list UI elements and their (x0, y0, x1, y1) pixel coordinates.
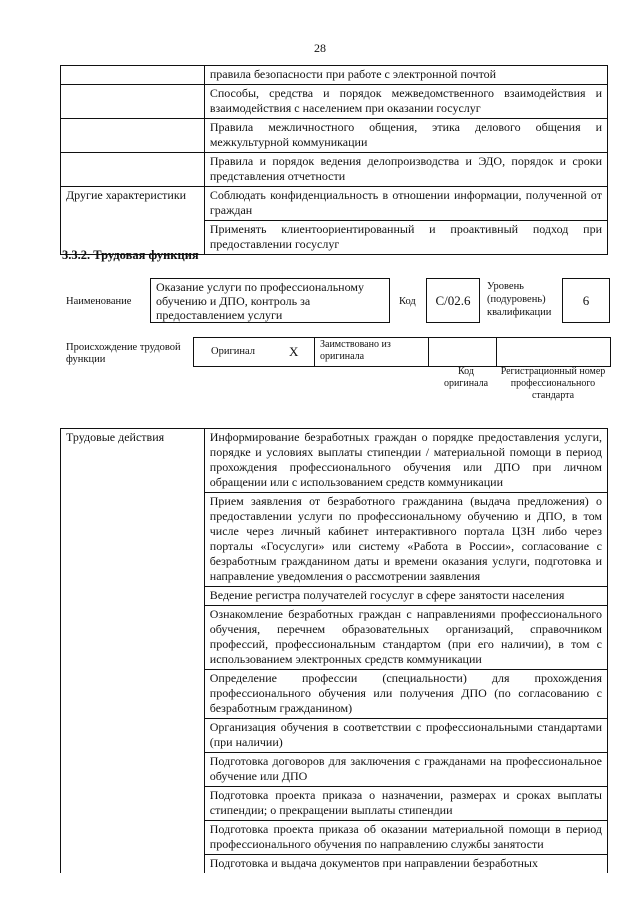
code-value: C/02.6 (435, 292, 471, 308)
labor-action: Подготовка и выдача документов при направлении безработных (204, 855, 607, 874)
level-box (562, 278, 610, 323)
level-value: 6 (582, 292, 590, 308)
labor-action: Подготовка проекта приказа об оказании материальной помощи в период профессионального обучения по направлению службы занятости (204, 821, 607, 855)
origin-row (193, 337, 611, 367)
knowledge-item: Способы, средства и порядок межведомственного взаимодействия и взаимодействия с населением при оказании госуслуг (204, 85, 607, 119)
level-label: Уровень (подуровень) квалификации (487, 281, 552, 318)
labor-action: Ведение регистра получателей госуслуг в сфере занятости населения (204, 587, 607, 606)
table-row (61, 66, 608, 85)
labor-action: Ознакомление безработных граждан с направлениями профессионального обучения, перечнем образовательных организаций, справочником профессий, профессиональным стандартом (при его наличии), в том с использованием электронных средств коммуникации (204, 606, 607, 670)
table-row (61, 187, 608, 221)
code-original-label: Код оригинала (443, 366, 489, 389)
labor-action: Подготовка договоров для заключения с гражданами на профессиональное обучение или ДПО (204, 753, 607, 787)
section-title: 3.3.2. Трудовая функция (62, 248, 199, 262)
labor-action: Организация обучения в соответствии с профессиональными стандартами (при наличии) (204, 719, 607, 753)
origin-label: Происхождение трудовой функции (66, 342, 181, 365)
other-characteristics-label: Другие характеристики (61, 187, 205, 255)
other-characteristic: Применять клиентоориентированный и проактивный подход при предоставлении госуслуг (204, 221, 607, 255)
knowledge-item: правила безопасности при работе с электронной почтой (204, 66, 607, 85)
borrowed-label: Заимствовано из оригинала (320, 339, 391, 362)
knowledge-table (60, 65, 608, 255)
code-box (426, 278, 480, 323)
table-row (61, 429, 608, 493)
labor-actions-label: Трудовые действия (61, 429, 205, 874)
labor-action: Информирование безработных граждан о порядке предоставления услуги, порядке и условиях выплаты стипендии / материальной помощи в период прохождения профессионального обучения или ДПО при личном обращении или с использованием средств коммуникации (204, 429, 607, 493)
original-label: Оригинал (211, 346, 255, 357)
page-number: 28 (314, 41, 326, 55)
function-name-box (150, 278, 390, 323)
original-mark: X (289, 344, 299, 359)
function-name: Оказание услуги по профессиональному обучению и ДПО, контроль за предоставлением услуги (156, 280, 364, 322)
knowledge-item: Правила и порядок ведения делопроизводства и ЭДО, порядок и сроки представления отчетности (204, 153, 607, 187)
labor-action: Подготовка проекта приказа о назначении, размерах и сроках выплаты стипендии; о прекращении выплаты стипендии (204, 787, 607, 821)
name-label: Наименование (66, 296, 132, 307)
other-characteristic: Соблюдать конфиденциальность в отношении информации, полученной от граждан (204, 187, 607, 221)
reg-number-label: Регистрационный номер профессионального стандарта (500, 366, 606, 401)
code-label: Код (399, 296, 416, 307)
table-row (61, 85, 608, 119)
labor-action: Прием заявления от безработного гражданина (выдача предложения) о предоставлении услуги по профессиональному обучению и ДПО, в том числе через личный кабинет интерактивного портала ЦЗН либо через порталы «Госуслуги» или систему «Работа в России», согласование с безработным гражданином даты и времени оказания услуги, подготовка и направление уведомления о рассмотрении заявления (204, 493, 607, 587)
table-row (61, 119, 608, 153)
knowledge-item: Правила межличностного общения, этика делового общения и межкультурной коммуникации (204, 119, 607, 153)
labor-actions-table (60, 428, 608, 873)
labor-action: Определение профессии (специальности) для прохождения профессионального обучения или получения ДПО (по согласованию с безработным гражданином) (204, 670, 607, 719)
table-row (61, 153, 608, 187)
